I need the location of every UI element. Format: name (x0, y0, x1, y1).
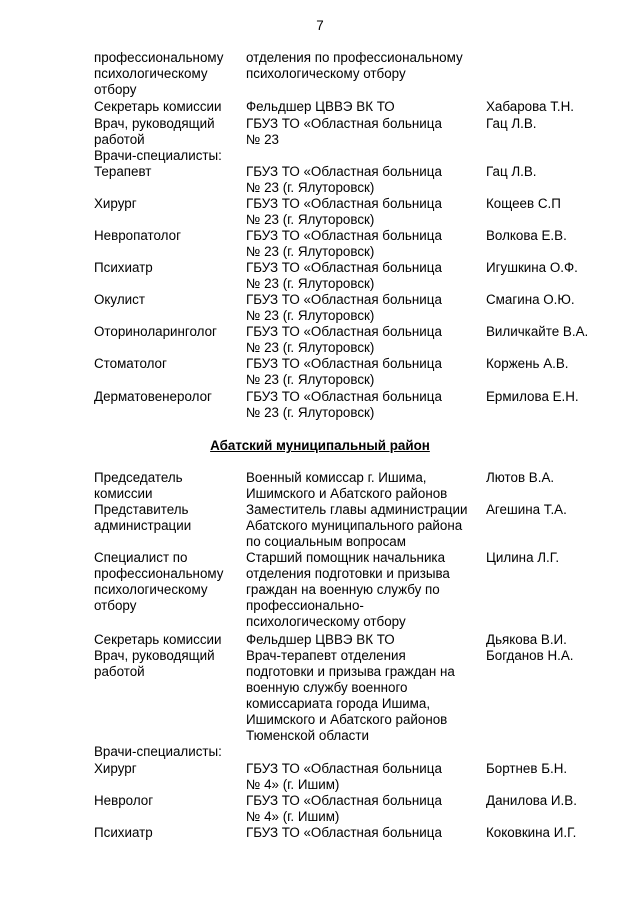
role-cell: Хирург (94, 761, 137, 776)
page-number: 7 (316, 18, 324, 33)
org-cell: Заместитель главы администрации Абатского муниципального района по социальным вопросам (246, 502, 468, 549)
org-cell: ГБУЗ ТО «Областная больница № 23 (г. Ялуторовск) (246, 389, 442, 420)
org-cell: Фельдшер ЦВВЭ ВК ТО (246, 632, 395, 647)
name-cell: Бортнев Б.Н. (486, 761, 568, 776)
role-cell: Психиатр (94, 260, 153, 275)
org-cell: Врач-терапевт отделения подготовки и призыва граждан на военную службу военного комиссариата города Ишима, Ишимского и Абатского районов Тюменской области (246, 648, 455, 743)
role-cell: Врач, руководящий работой (94, 648, 215, 679)
name-cell: Коржень А.В. (486, 356, 569, 371)
role-cell: Хирург (94, 196, 137, 211)
name-cell: Коковкина И.Г. (486, 825, 577, 840)
name-cell: Лютов В.А. (486, 470, 555, 485)
name-cell: Данилова И.В. (486, 793, 577, 808)
org-cell: ГБУЗ ТО «Областная больница № 23 (г. Ялуторовск) (246, 164, 442, 195)
name-cell: Гац Л.В. (486, 164, 537, 179)
role-cell: Дерматовенеролог (94, 389, 212, 404)
org-cell: ГБУЗ ТО «Областная больница № 4» (г. Ишим) (246, 761, 442, 792)
role-cell: Оториноларинголог (94, 324, 217, 339)
role-cell: Врачи-специалисты: (94, 744, 222, 759)
name-cell: Гац Л.В. (486, 116, 537, 131)
org-cell: ГБУЗ ТО «Областная больница № 23 (г. Ялуторовск) (246, 228, 442, 259)
name-cell: Хабарова Т.Н. (486, 99, 575, 114)
role-cell: Стоматолог (94, 356, 167, 371)
role-cell: Секретарь комиссии (94, 632, 222, 647)
org-cell: Фельдшер ЦВВЭ ВК ТО (246, 99, 395, 114)
org-cell: ГБУЗ ТО «Областная больница № 23 (г. Ялуторовск) (246, 260, 442, 291)
org-cell: ГБУЗ ТО «Областная больница (246, 825, 442, 840)
role-cell: Окулист (94, 292, 145, 307)
name-cell: Смагина О.Ю. (486, 292, 575, 307)
org-cell: ГБУЗ ТО «Областная больница № 23 (г. Ялуторовск) (246, 196, 442, 227)
role-cell: Представитель администрации (94, 502, 192, 533)
role-cell: Врач, руководящий работой (94, 116, 215, 147)
org-cell: Военный комиссар г. Ишима, Ишимского и Абатского районов (246, 470, 448, 501)
role-cell: Председатель комиссии (94, 470, 183, 501)
role-cell: Невролог (94, 793, 154, 808)
role-cell: профессиональному психологическому отбору (94, 50, 224, 97)
section-heading: Абатский муниципальный район (210, 438, 430, 453)
org-cell: ГБУЗ ТО «Областная больница № 23 (г. Ялуторовск) (246, 292, 442, 323)
role-cell: Терапевт (94, 164, 152, 179)
org-cell: ГБУЗ ТО «Областная больница № 23 (246, 116, 442, 147)
name-cell: Богданов Н.А. (486, 648, 574, 663)
role-cell: Секретарь комиссии (94, 99, 222, 114)
name-cell: Игушкина О.Ф. (486, 260, 578, 275)
role-cell: Психиатр (94, 825, 153, 840)
org-cell: отделения по профессиональному психологическому отбору (246, 50, 463, 81)
org-cell: ГБУЗ ТО «Областная больница № 23 (г. Ялуторовск) (246, 356, 442, 387)
name-cell: Агешина Т.А. (486, 502, 567, 517)
name-cell: Волкова Е.В. (486, 228, 567, 243)
role-cell: Специалист по профессиональному психологическому отбору (94, 550, 224, 613)
name-cell: Дьякова В.И. (486, 632, 567, 647)
role-cell: Невропатолог (94, 228, 181, 243)
name-cell: Ермилова Е.Н. (486, 389, 579, 404)
name-cell: Цилина Л.Г. (486, 550, 560, 565)
name-cell: Кощеев С.П (486, 196, 561, 211)
org-cell: Старший помощник начальника отделения подготовки и призыва граждан на военную службу по профессионально- психологическому отбору (246, 550, 450, 629)
org-cell: ГБУЗ ТО «Областная больница № 4» (г. Ишим) (246, 793, 442, 824)
role-cell: Врачи-специалисты: (94, 148, 222, 163)
org-cell: ГБУЗ ТО «Областная больница № 23 (г. Ялуторовск) (246, 324, 442, 355)
name-cell: Виличкайте В.А. (486, 324, 589, 339)
